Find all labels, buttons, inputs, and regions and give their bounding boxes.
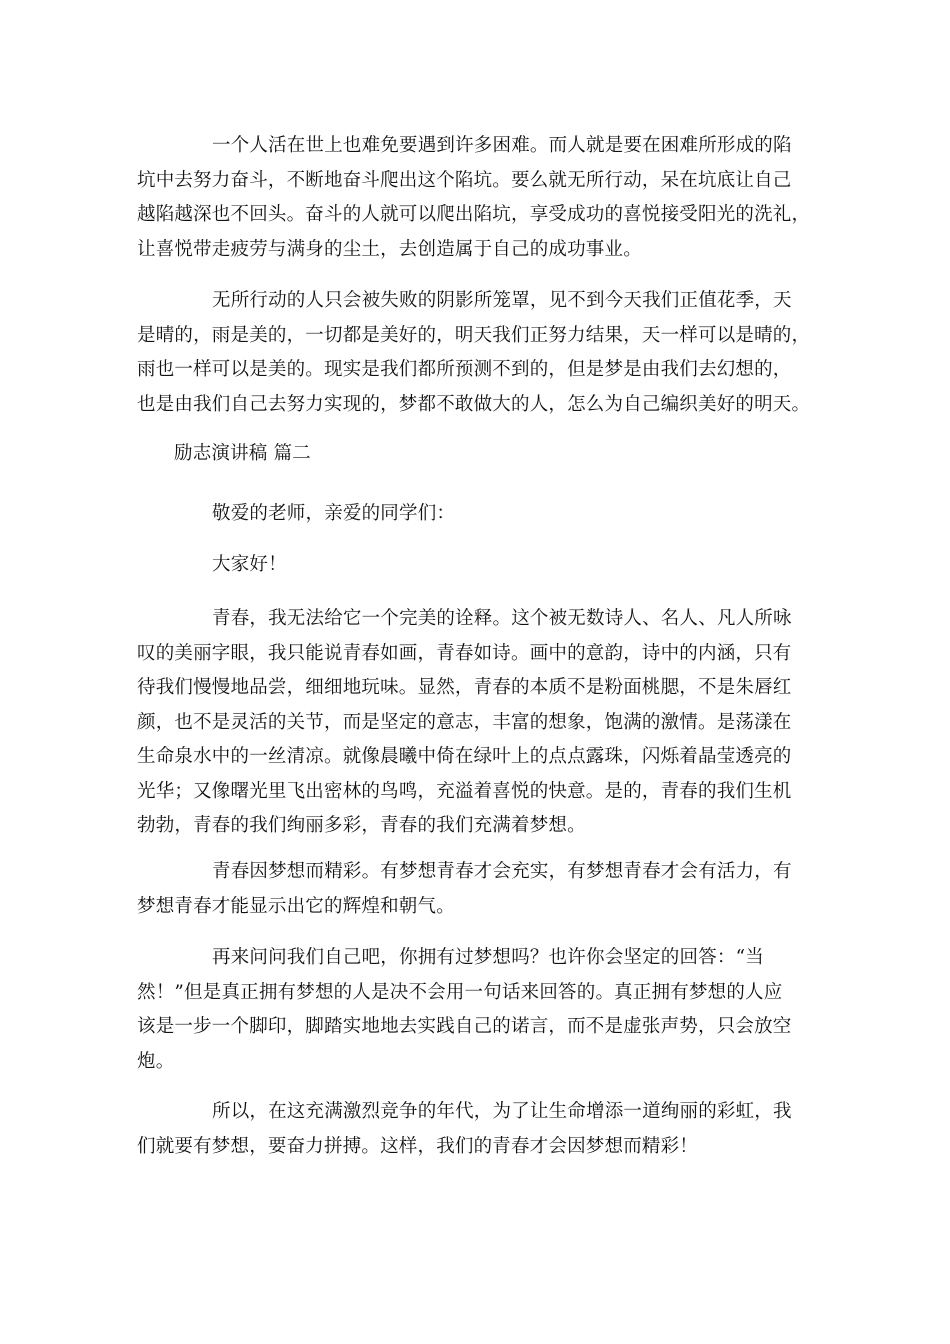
paragraph-line: 让喜悦带走疲劳与满身的尘土，去创造属于自己的成功事业。	[137, 238, 642, 260]
paragraph-line: 梦想青春才能显示出它的辉煌和朝气。	[137, 895, 455, 917]
paragraph-line: 越陷越深也不回头。奋斗的人就可以爬出陷坑，享受成功的喜悦接受阳光的洗礼，	[137, 204, 811, 225]
section-heading: 励志演讲稿 篇二	[174, 443, 311, 464]
body-paragraph-3	[137, 941, 813, 1079]
paragraph-line: 坑中去努力奋斗，不断地奋斗爬出这个陷坑。要么就无所行动，呆在坑底让自己	[137, 169, 792, 191]
paragraph-1	[137, 129, 813, 267]
paragraph-line: 该是一步一个脚印，脚踏实地地去实践自己的诺言，而不是虚张声势，只会放空	[137, 1016, 792, 1037]
paragraph-line: 颜，也不是灵活的关节，而是坚定的意志，丰富的想象，饱满的激情。是荡漾在	[137, 711, 792, 733]
paragraph-line: 勃勃，青春的我们绚丽多彩，青春的我们充满着梦想。	[137, 815, 586, 836]
paragraph-line: 生命泉水中的一丝清凉。就像晨曦中倚在绿叶上的点点露珠，闪烁着晶莹透亮的	[137, 746, 792, 767]
paragraph-line: 然！”但是真正拥有梦想的人是决不会用一句话来回答的。真正拥有梦想的人应	[137, 981, 783, 1003]
paragraph-line: 们就要有梦想，要奋力拼搏。这样，我们的青春才会因梦想而精彩！	[137, 1135, 699, 1157]
paragraph-2	[137, 284, 813, 422]
paragraph-line: 所以，在这充满激烈竞争的年代，为了让生命增添一道绚丽的彩虹，我	[212, 1101, 792, 1122]
paragraph-line: 待我们慢慢地品尝，细细地玩味。显然，青春的本质不是粉面桃腮，不是朱唇红	[137, 677, 792, 698]
paragraph-line: 炮。	[137, 1050, 175, 1072]
body-paragraph-4	[137, 1095, 813, 1164]
paragraph-line: 再来问问我们自己吧，你拥有过梦想吗？也许你会坚定的回答：“当	[212, 947, 764, 968]
paragraph-line: 青春因梦想而精彩。有梦想青春才会充实，有梦想青春才会有活力，有	[212, 861, 792, 882]
paragraph-line: 青春，我无法给它一个完美的诠释。这个被无数诗人、名人、凡人所咏	[212, 608, 792, 629]
greeting: 大家好！	[212, 554, 287, 575]
paragraph-line: 无所行动的人只会被失败的阴影所笼罩，见不到今天我们正值花季，天	[212, 290, 792, 311]
paragraph-line: 雨也一样可以是美的。现实是我们都所预测不到的，但是梦是由我们去幻想的，	[137, 359, 792, 380]
paragraph-line: 也是由我们自己去努力实现的，梦都不敢做大的人，怎么为自己编织美好的明天。	[137, 393, 811, 415]
paragraph-line: 一个人活在世上也难免要遇到许多困难。而人就是要在困难所形成的陷	[212, 135, 792, 156]
paragraph-line: 叹的美丽字眼，我只能说青春如画，青春如诗。画中的意韵，诗中的内涵，只有	[137, 642, 792, 664]
paragraph-line: 是晴的，雨是美的，一切都是美好的，明天我们正努力结果，天一样可以是晴的，	[137, 324, 811, 346]
body-paragraph-1	[137, 602, 813, 844]
body-paragraph-2	[137, 855, 813, 924]
salutation: 敬爱的老师，亲爱的同学们：	[212, 503, 456, 524]
paragraph-line: 光华；又像曙光里飞出密林的鸟鸣，充溢着喜悦的快意。是的，青春的我们生机	[137, 780, 792, 802]
